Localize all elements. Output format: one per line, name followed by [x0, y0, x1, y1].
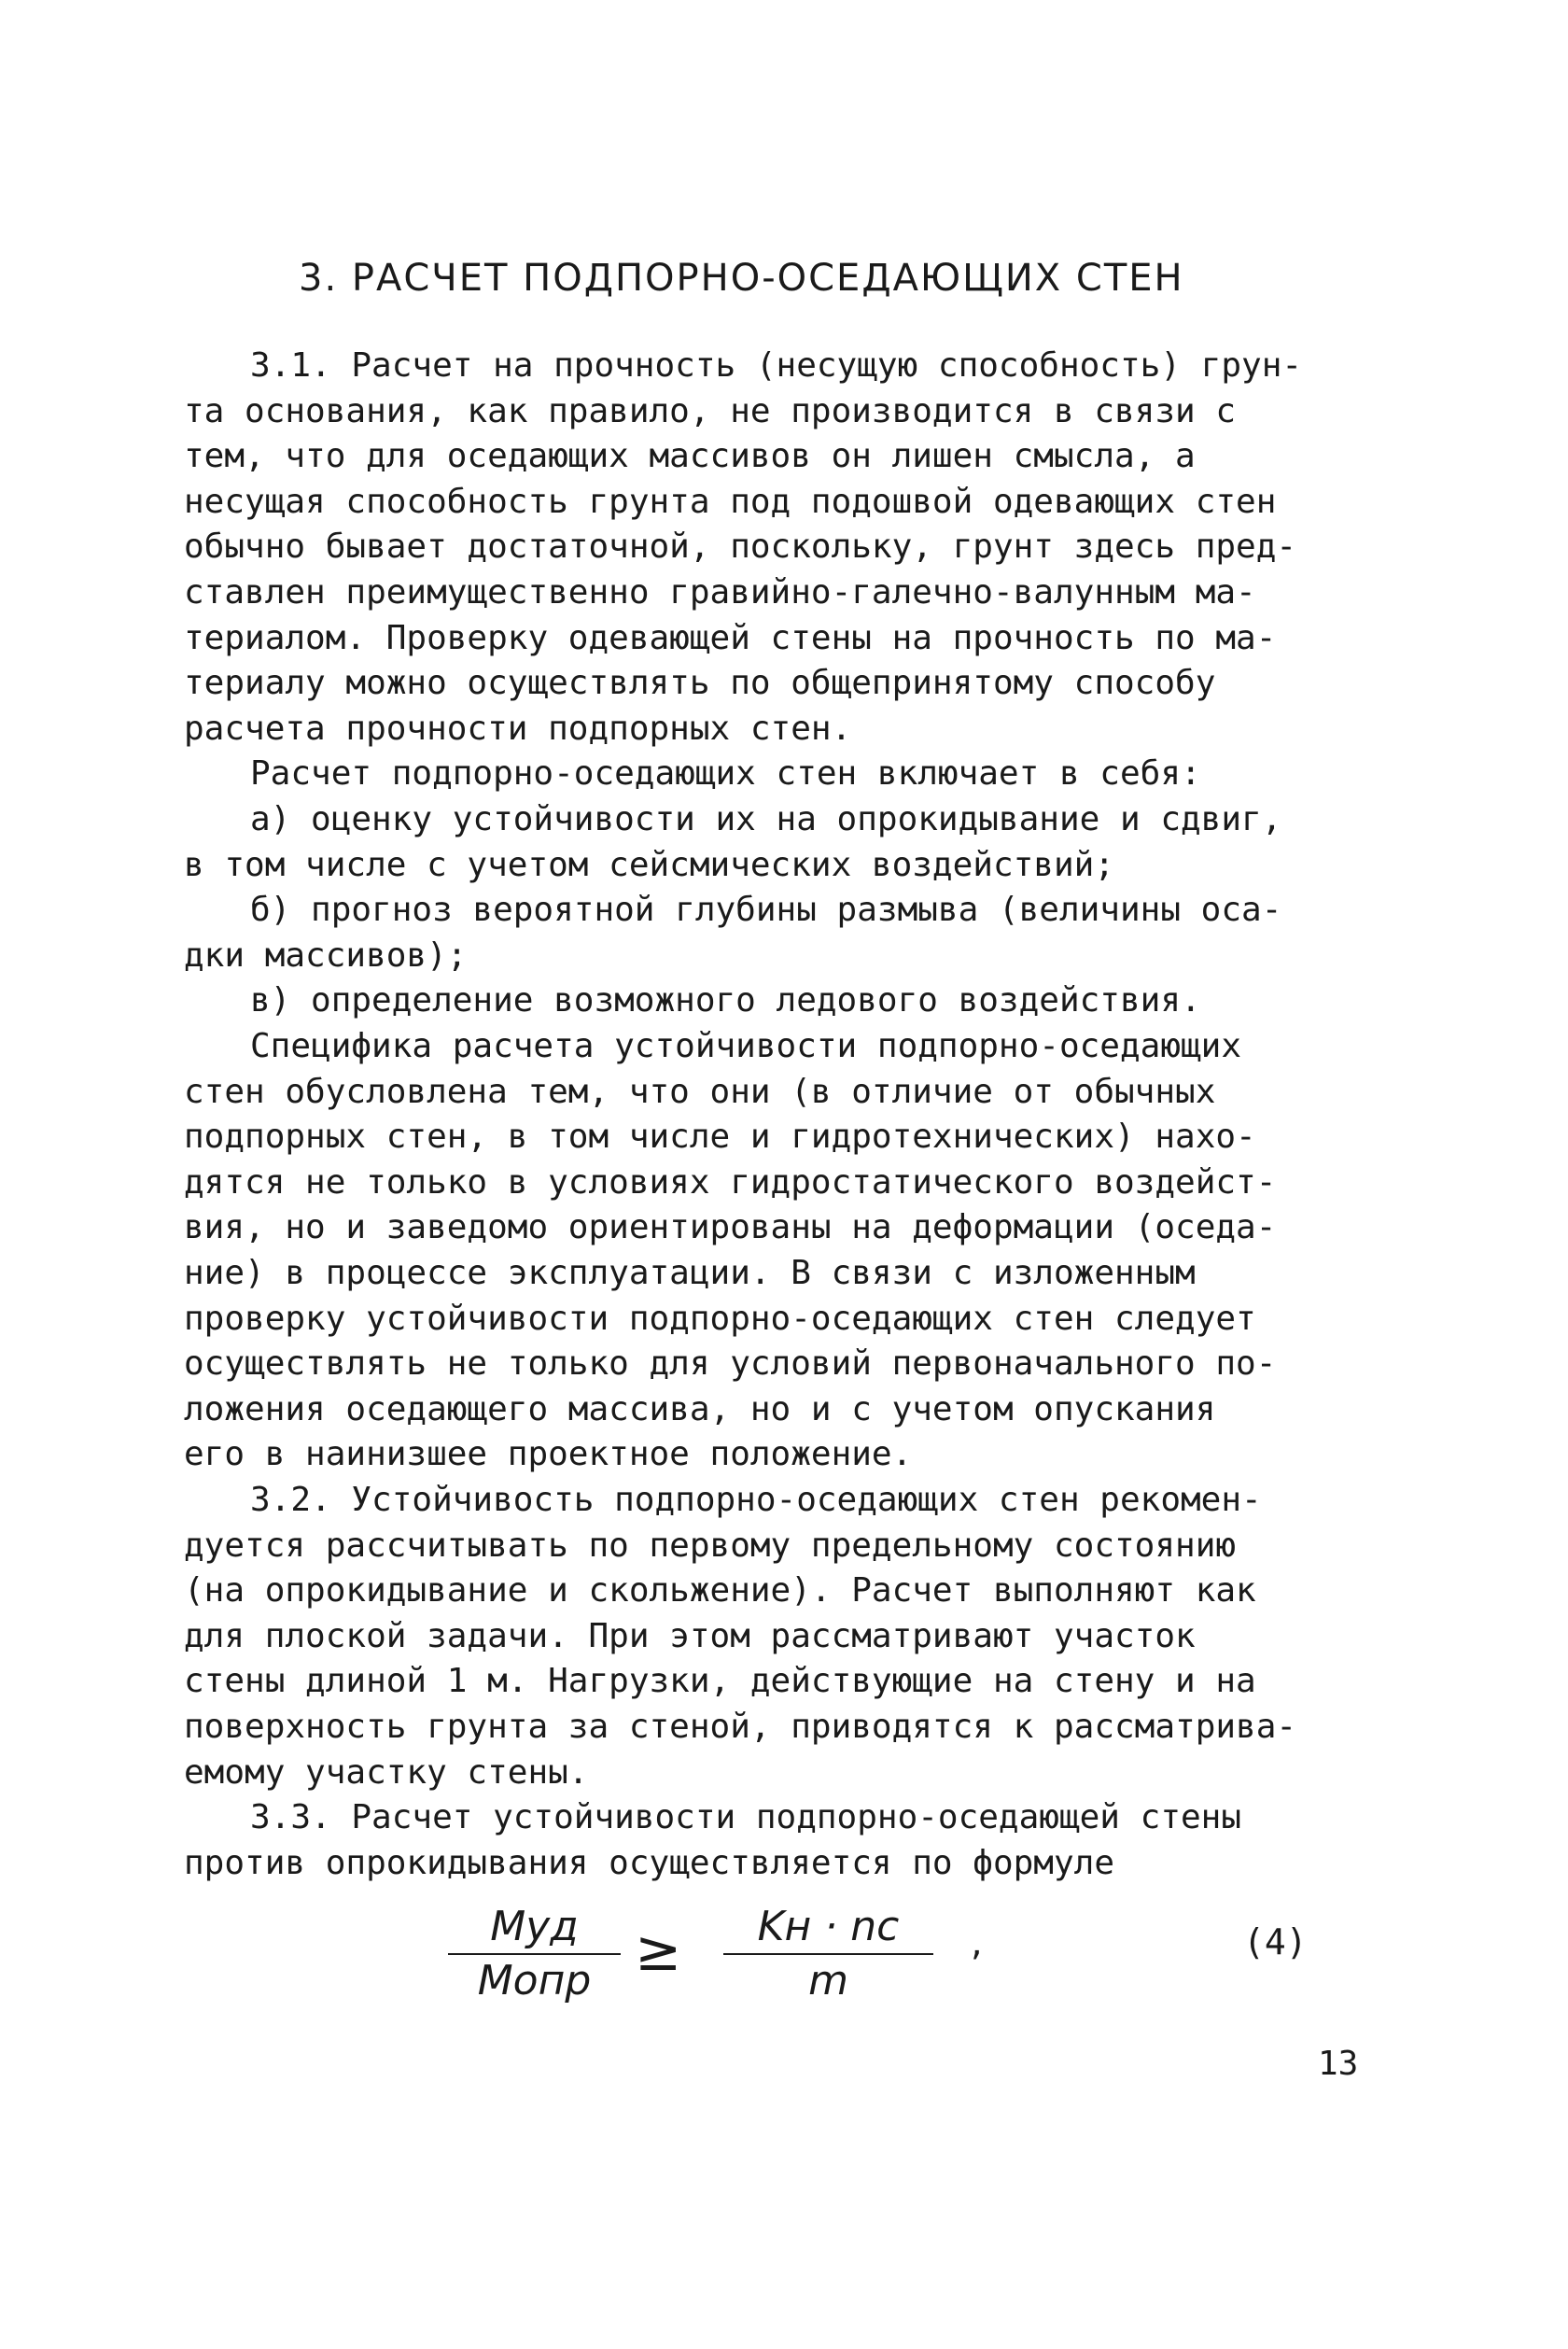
text-line: обычно бывает достаточной, поскольку, грунт здесь пред- [184, 527, 1297, 566]
text-line: поверхность грунта за стеной, приводятся к рассматрива- [184, 1708, 1297, 1746]
text-line: его в наинизшее проектное положение. [184, 1435, 913, 1473]
text-line: ние) в процессе эксплуатации. В связи с изложенным [184, 1254, 1196, 1292]
text-line: ложения оседающего массива, но и с учетом опускания [184, 1390, 1216, 1428]
text-line: стены длиной 1 м. Нагрузки, действующие на стену и на [184, 1662, 1256, 1700]
fraction-bar [723, 1953, 933, 1955]
text-line: стен обусловлена тем, что они (в отличие от обычных [184, 1073, 1216, 1111]
text-line: (на опрокидывание и скольжение). Расчет выполняют как [184, 1571, 1256, 1610]
formula-right-fraction [723, 1903, 933, 2005]
text-line: дки массивов); [184, 936, 468, 975]
page-number: 13 [1318, 2045, 1359, 2083]
text-line: б) прогноз вероятной глубины размыва (величины оса- [250, 891, 1282, 929]
text-line: 3.2. Устойчивость подпорно-оседающих стен рекомен- [250, 1481, 1262, 1519]
text-line: несущая способность грунта под подошвой одевающих стен [184, 483, 1277, 521]
formula-4 [439, 1903, 1335, 2024]
formula-right-numerator: Kн · nс [757, 1903, 900, 1950]
fraction-bar [448, 1953, 621, 1955]
formula-right-denominator: m [808, 1957, 848, 2004]
section-heading: 3. РАСЧЕТ ПОДПОРНО-ОСЕДАЮЩИХ СТЕН [299, 257, 1184, 300]
text-line: тем, что для оседающих массивов он лишен смысла, а [184, 437, 1196, 475]
text-line: териалом. Проверку одевающей стены на прочность по ма- [184, 619, 1277, 657]
text-line: Расчет подпорно-оседающих стен включает в себя: [250, 754, 1201, 793]
text-line: ставлен преимущественно гравийно-галечно-валунным ма- [184, 573, 1256, 612]
text-line: та основания, как правило, не производится в связи с [184, 392, 1237, 430]
formula-comma: , [971, 1921, 983, 1964]
equation-number: (4) [1243, 1921, 1308, 1962]
text-line: а) оценку устойчивости их на опрокидывание и сдвиг, [250, 800, 1282, 838]
text-line: дуется рассчитывать по первому предельному состоянию [184, 1526, 1237, 1565]
text-line: емому участку стены. [184, 1753, 589, 1792]
text-line: расчета прочности подпорных стен. [184, 710, 852, 748]
text-line: проверку устойчивости подпорно-оседающих стен следует [184, 1300, 1256, 1338]
formula-left-fraction [448, 1903, 621, 2005]
text-line: дятся не только в условиях гидростатического воздейст- [184, 1163, 1277, 1202]
text-line: против опрокидывания осуществляется по формуле [184, 1844, 1114, 1882]
formula-left-denominator: Mопр [477, 1957, 592, 2004]
text-line: подпорных стен, в том числе и гидротехнических) нахо- [184, 1118, 1256, 1156]
text-line: для плоской задачи. При этом рассматривают участок [184, 1617, 1196, 1655]
formula-left-numerator: Mуд [490, 1903, 579, 1950]
text-line: 3.1. Расчет на прочность (несущую способность) грун- [250, 346, 1303, 385]
text-line: вия, но и заведомо ориентированы на деформации (оседа- [184, 1208, 1277, 1246]
formula-relation: ≥ [635, 1919, 682, 1984]
text-line: в том числе с учетом сейсмических воздействий; [184, 846, 1114, 884]
text-line: териалу можно осуществлять по общепринятому способу [184, 664, 1216, 702]
text-line: Специфика расчета устойчивости подпорно-оседающих [250, 1027, 1242, 1065]
text-line: осуществлять не только для условий первоначального по- [184, 1344, 1277, 1383]
text-line: 3.3. Расчет устойчивости подпорно-оседающей стены [250, 1798, 1242, 1836]
text-line: в) определение возможного ледового воздействия. [250, 981, 1201, 1020]
